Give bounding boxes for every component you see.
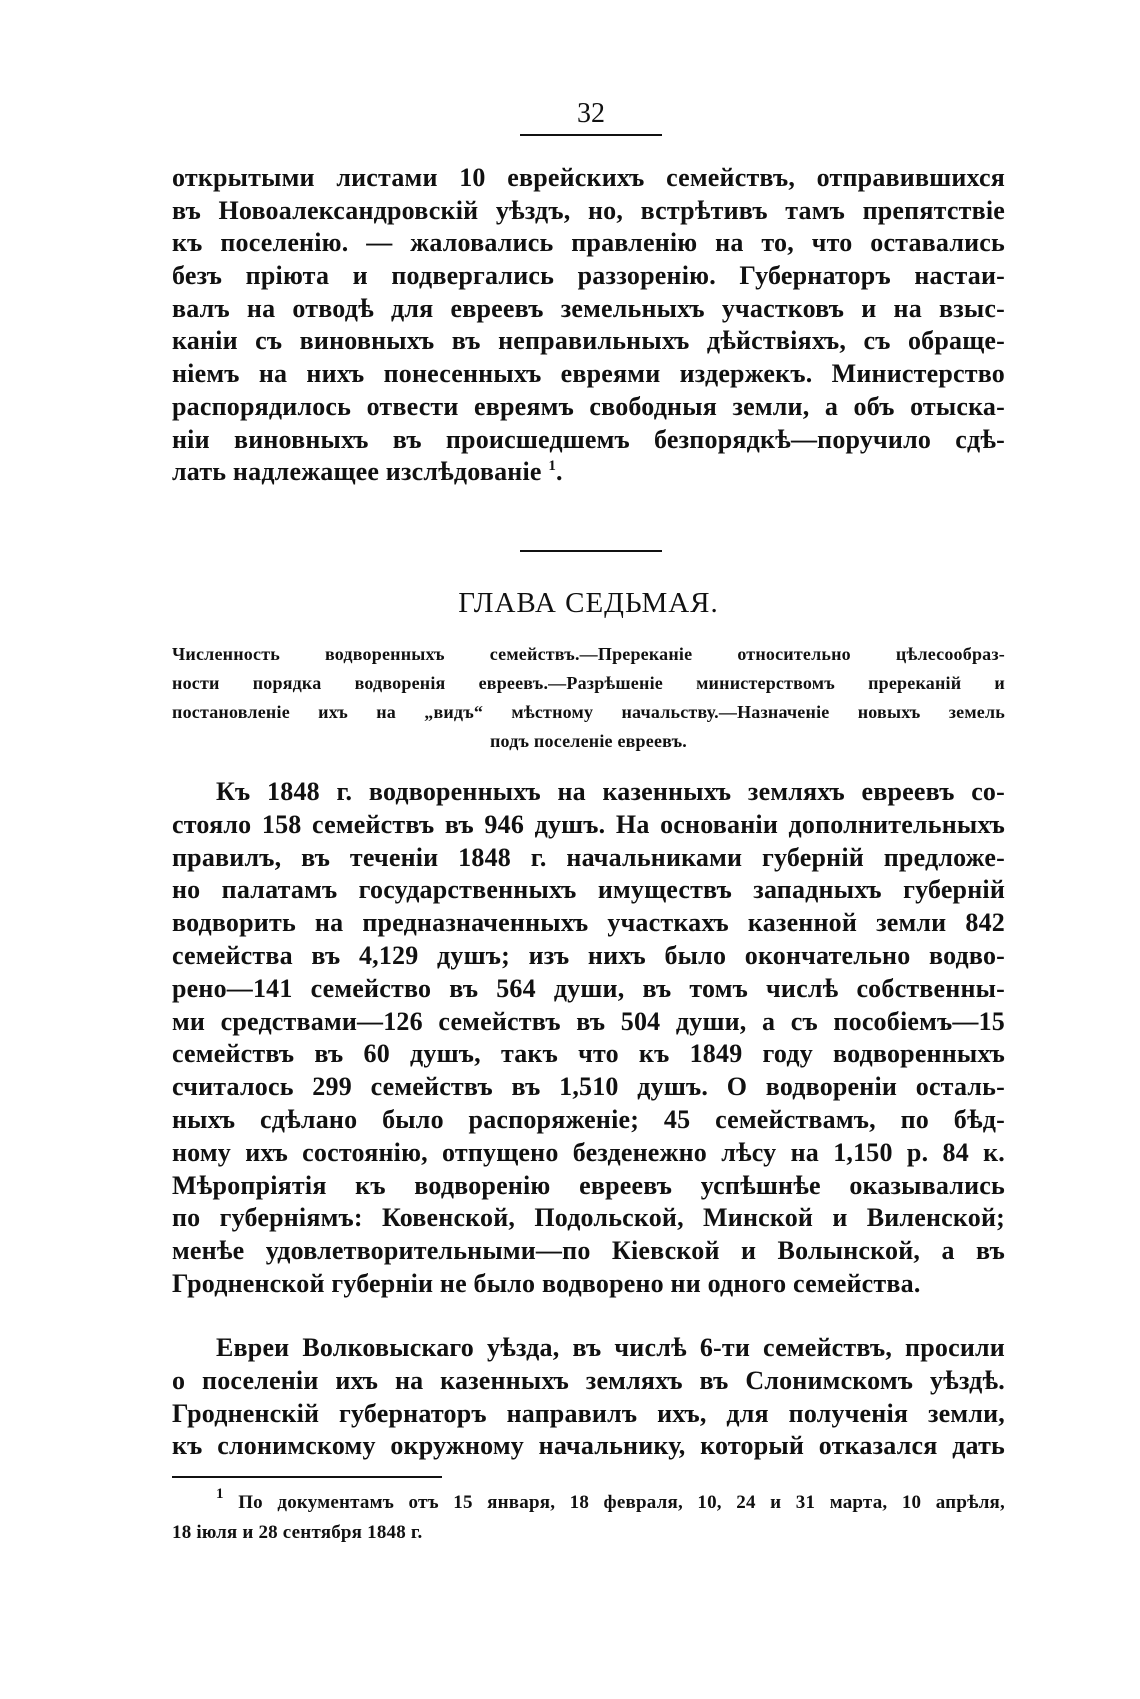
section-divider (520, 550, 662, 552)
footnote-line (172, 1488, 1005, 1518)
footnote-line: 18 іюля и 28 сентября 1848 г. (172, 1522, 423, 1543)
header-rule (520, 134, 662, 136)
footnote-line-text: По документамъ отъ 15 января, 18 февраля, 10, 24 и 31 марта, 10 апрѣля, (238, 1492, 1005, 1513)
text-line: безъ пріюта и подвергались раззоренію. Губернаторъ настаи- (172, 261, 1005, 291)
text-line: водворить на предназначенныхъ участкахъ казенной земли 842 (172, 908, 1005, 938)
text-line: рено—141 семейство въ 564 души, въ томъ числѣ собственны- (172, 973, 1005, 1003)
text-line: Евреи Волковыскаго уѣзда, въ числѣ 6-ти семействъ, просили (216, 1333, 1005, 1362)
text-line: о поселеніи ихъ на казенныхъ земляхъ въ Слонимскомъ уѣздѣ. (172, 1365, 1005, 1395)
sentence-end: . (556, 457, 563, 487)
body-paragraph-1 (172, 776, 1005, 1301)
text-line: Гродненской губерніи не было водворено ни одного семейства. (172, 1268, 921, 1298)
text-line: правилъ, въ теченіи 1848 г. начальниками губерній предложе- (172, 842, 1005, 872)
summary-line: подъ поселеніе евреевъ. (489, 731, 688, 751)
text-line: открытыми листами 10 еврейскихъ семействъ, отправившихся (172, 163, 1005, 192)
text-line: къ слонимскому окружному начальнику, который отказался дать (172, 1431, 1005, 1461)
text-line: каніи съ виновныхъ въ неправильныхъ дѣйствіяхъ, съ обраще- (172, 326, 1005, 356)
footnote-marker: 1 (216, 1486, 224, 1502)
text-line: Мѣропріятія къ водворенію евреевъ успѣшнѣе оказывались (172, 1170, 1005, 1200)
chapter-summary (172, 640, 1005, 756)
chapter-title: ГЛАВА СЕДЬМАЯ. (458, 587, 719, 619)
text-line: Гродненскій губернаторъ направилъ ихъ, для полученія земли, (172, 1398, 1005, 1428)
text-line: ніи виновныхъ въ происшедшемъ безпорядкѣ—поручило сдѣ- (172, 424, 1005, 454)
text-line: но палатамъ государственныхъ имуществъ западныхъ губерній (172, 875, 1005, 905)
text-line: ныхъ сдѣлано было распоряженіе; 45 семействамъ, по бѣд- (172, 1104, 1005, 1134)
text-line: въ Новоалександровскій уѣздъ, но, встрѣтивъ тамъ препятствіе (172, 195, 1005, 225)
text-line: Къ 1848 г. водворенныхъ на казенныхъ земляхъ евреевъ со- (216, 777, 1005, 806)
text-line: менѣе удовлетворительными—по Кіевской и Волынской, а въ (172, 1236, 1005, 1266)
text-line: ніемъ на нихъ понесенныхъ евреями издержекъ. Министерство (172, 359, 1005, 389)
page-number: 32 (577, 98, 605, 129)
summary-line: ности порядка водворенія евреевъ.—Разрѣшеніе министерствомъ пререканій и (172, 673, 1005, 693)
intro-paragraph (172, 162, 1005, 489)
footnote (172, 1488, 1005, 1548)
text-line: ми средствами—126 семействъ въ 504 души, а съ пособіемъ—15 (172, 1006, 1005, 1036)
text-line: къ поселенію. — жаловались правленію на то, что оставались (172, 228, 1005, 258)
text-line: распорядилось отвести евреямъ свободныя земли, а объ отыска- (172, 391, 1005, 421)
summary-line: постановленіе ихъ на „видъ“ мѣстному начальству.—Назначеніе новыхъ земель (172, 702, 1005, 722)
footnote-reference[interactable]: 1 (548, 458, 557, 475)
text-line: ному ихъ состоянію, отпущено безденежно лѣсу на 1,150 р. 84 к. (172, 1137, 1005, 1167)
text-line: семействъ въ 60 душъ, такъ что къ 1849 году водворенныхъ (172, 1039, 1005, 1069)
text-line: валъ на отводѣ для евреевъ земельныхъ участковъ и на взыс- (172, 293, 1005, 323)
text-line: по губерніямъ: Ковенской, Подольской, Минской и Виленской; (172, 1203, 1005, 1233)
text-line-content: лать надлежащее изслѣдованіе (172, 457, 542, 487)
text-line (172, 456, 1005, 489)
footnote-rule (172, 1476, 442, 1478)
text-line: считалось 299 семействъ въ 1,510 душъ. О водвореніи осталь- (172, 1072, 1005, 1102)
summary-line: Численность водворенныхъ семействъ.—Пререканіе относительно цѣлесообраз- (172, 644, 1005, 664)
text-line: стояло 158 семействъ въ 946 душъ. На основаніи дополнительныхъ (172, 809, 1005, 839)
body-paragraph-2 (172, 1332, 1005, 1463)
text-line: семейства въ 4,129 душъ; изъ нихъ было окончательно водво- (172, 940, 1005, 970)
